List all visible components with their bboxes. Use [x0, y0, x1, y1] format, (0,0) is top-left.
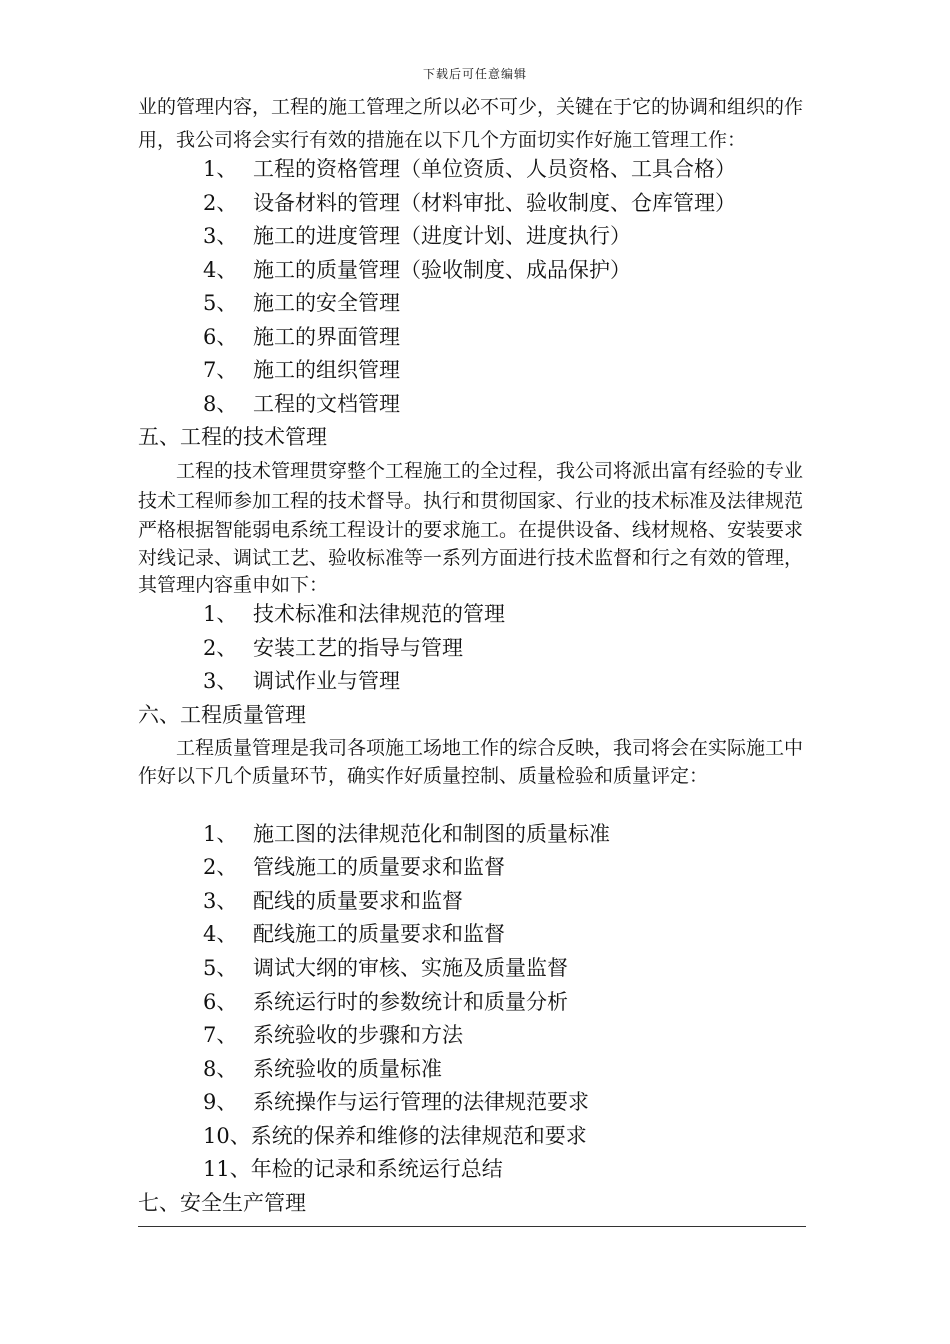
list-text: 施工的进度管理（进度计划、进度执行） — [253, 224, 631, 248]
list-number: 3、 — [203, 669, 238, 693]
list-number: 5、 — [203, 291, 238, 315]
section-heading: 五、工程的技术管理 — [138, 425, 327, 449]
section-heading: 七、安全生产管理 — [138, 1191, 306, 1215]
list-text: 施工的组织管理 — [253, 358, 400, 382]
list-number: 4、 — [203, 258, 238, 282]
list-text: 施工的质量管理（验收制度、成品保护） — [253, 258, 631, 282]
paragraph-line: 业的管理内容，工程的施工管理之所以必不可少，关键在于它的协调和组织的作 — [138, 96, 804, 118]
list-number: 2、 — [203, 636, 238, 660]
list-text: 施工图的法律规范化和制图的质量标准 — [253, 822, 610, 846]
list-number: 5、 — [203, 956, 238, 980]
list-text: 安装工艺的指导与管理 — [253, 636, 463, 660]
paragraph-line: 用，我公司将会实行有效的措施在以下几个方面切实作好施工管理工作： — [138, 129, 747, 151]
footer-divider — [138, 1226, 806, 1227]
list-text: 工程的资格管理（单位资质、人员资格、工具合格） — [253, 157, 736, 181]
list-text: 配线施工的质量要求和监督 — [253, 922, 505, 946]
list-text: 系统操作与运行管理的法律规范要求 — [253, 1090, 589, 1114]
list-text: 调试作业与管理 — [253, 669, 400, 693]
list-text: 施工的安全管理 — [253, 291, 400, 315]
paragraph-line: 作好以下几个质量环节，确实作好质量控制、质量检验和质量评定： — [138, 765, 709, 787]
paragraph-line: 其管理内容重申如下： — [138, 574, 329, 596]
paragraph-line: 对线记录、调试工艺、验收标准等一系列方面进行技术监督和行之有效的管理， — [138, 547, 804, 569]
list-text: 工程的文档管理 — [253, 392, 400, 416]
list-text: 配线的质量要求和监督 — [253, 889, 463, 913]
list-number: 1、 — [203, 157, 238, 181]
paragraph-line: 工程质量管理是我司各项施工场地工作的综合反映，我司将会在实际施工中 — [176, 737, 804, 759]
list-number: 2、 — [203, 855, 238, 879]
list-number: 3、 — [203, 889, 238, 913]
list-number: 8、 — [203, 1057, 238, 1081]
list-number: 3、 — [203, 224, 238, 248]
header-note: 下载后可任意编辑 — [422, 67, 527, 81]
list-number: 4、 — [203, 922, 238, 946]
list-item: 11、年检的记录和系统运行总结 — [203, 1157, 503, 1181]
list-text: 系统运行时的参数统计和质量分析 — [253, 990, 568, 1014]
list-number: 1、 — [203, 822, 238, 846]
paragraph-line: 严格根据智能弱电系统工程设计的要求施工。在提供设备、线材规格、安装要求 — [138, 519, 804, 541]
list-number: 2、 — [203, 191, 238, 215]
list-number: 6、 — [203, 990, 238, 1014]
list-text: 技术标准和法律规范的管理 — [253, 602, 505, 626]
section-heading: 六、工程质量管理 — [138, 703, 306, 727]
list-number: 1、 — [203, 602, 238, 626]
paragraph-line: 技术工程师参加工程的技术督导。执行和贯彻国家、行业的技术标准及法律规范 — [138, 490, 804, 512]
list-text: 系统验收的步骤和方法 — [253, 1023, 463, 1047]
list-text: 管线施工的质量要求和监督 — [253, 855, 505, 879]
list-number: 8、 — [203, 392, 238, 416]
list-text: 调试大纲的审核、实施及质量监督 — [253, 956, 568, 980]
list-number: 7、 — [203, 358, 238, 382]
list-text: 设备材料的管理（材料审批、验收制度、仓库管理） — [253, 191, 736, 215]
list-number: 7、 — [203, 1023, 238, 1047]
list-item: 10、系统的保养和维修的法律规范和要求 — [203, 1124, 587, 1148]
list-text: 施工的界面管理 — [253, 325, 400, 349]
paragraph-line: 工程的技术管理贯穿整个工程施工的全过程，我公司将派出富有经验的专业 — [176, 460, 804, 482]
list-number: 6、 — [203, 325, 238, 349]
list-text: 系统验收的质量标准 — [253, 1057, 442, 1081]
list-number: 9、 — [203, 1090, 238, 1114]
